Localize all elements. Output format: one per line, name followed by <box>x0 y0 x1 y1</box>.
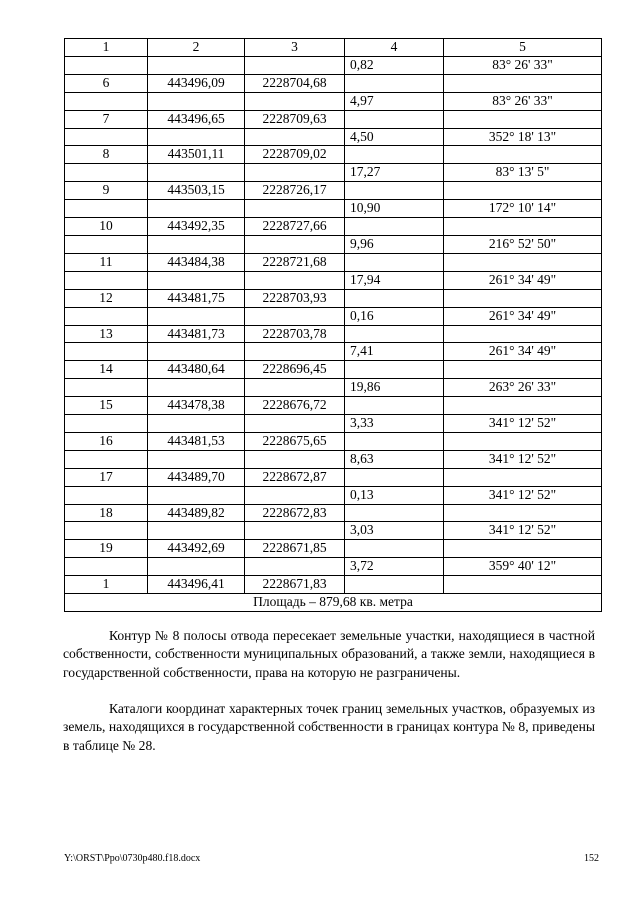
x-coordinate-cell: 443503,15 <box>148 182 245 200</box>
table-row <box>65 74 602 92</box>
point-number-cell: 14 <box>65 361 148 379</box>
point-number-cell: 18 <box>65 504 148 522</box>
distance-cell: 0,16 <box>345 307 444 325</box>
x-coordinate-cell <box>148 558 245 576</box>
table-row <box>65 540 602 558</box>
distance-cell <box>345 432 444 450</box>
point-number-cell: 12 <box>65 289 148 307</box>
y-coordinate-cell: 2228676,72 <box>245 397 345 415</box>
x-coordinate-cell <box>148 92 245 110</box>
x-coordinate-cell: 443501,11 <box>148 146 245 164</box>
direction-angle-cell <box>444 504 602 522</box>
direction-angle-cell <box>444 218 602 236</box>
distance-cell <box>345 289 444 307</box>
direction-angle-cell: 172° 10' 14" <box>444 200 602 218</box>
y-coordinate-cell: 2228704,68 <box>245 74 345 92</box>
distance-cell: 17,94 <box>345 271 444 289</box>
direction-angle-cell: 341° 12' 52" <box>444 450 602 468</box>
direction-angle-cell: 359° 40' 12" <box>444 558 602 576</box>
table-row <box>65 432 602 450</box>
direction-angle-cell: 261° 34' 49" <box>444 271 602 289</box>
x-coordinate-cell: 443496,65 <box>148 110 245 128</box>
direction-angle-cell <box>444 468 602 486</box>
distance-cell <box>345 325 444 343</box>
distance-cell: 7,41 <box>345 343 444 361</box>
distance-cell: 3,33 <box>345 415 444 433</box>
distance-cell <box>345 110 444 128</box>
table-row <box>65 576 602 594</box>
direction-angle-cell: 216° 52' 50" <box>444 235 602 253</box>
table-row <box>65 397 602 415</box>
direction-angle-cell <box>444 576 602 594</box>
y-coordinate-cell <box>245 415 345 433</box>
y-coordinate-cell <box>245 235 345 253</box>
distance-cell <box>345 468 444 486</box>
direction-angle-cell <box>444 289 602 307</box>
distance-cell: 0,13 <box>345 486 444 504</box>
direction-angle-cell: 261° 34' 49" <box>444 307 602 325</box>
table-row <box>65 361 602 379</box>
x-coordinate-cell <box>148 200 245 218</box>
y-coordinate-cell <box>245 307 345 325</box>
y-coordinate-cell <box>245 200 345 218</box>
distance-cell: 3,72 <box>345 558 444 576</box>
table-row <box>65 558 602 576</box>
paragraph-catalog-reference: Каталоги координат характерных точек границ земельных участков, образуемых из земель, находящихся в государственной собственности в границах контура № 8, приведены в таблице № 28. <box>63 701 595 753</box>
point-number-cell <box>65 415 148 433</box>
y-coordinate-cell <box>245 271 345 289</box>
x-coordinate-cell: 443489,70 <box>148 468 245 486</box>
point-number-cell <box>65 379 148 397</box>
y-coordinate-cell: 2228675,65 <box>245 432 345 450</box>
direction-angle-cell: 341° 12' 52" <box>444 522 602 540</box>
direction-angle-cell <box>444 110 602 128</box>
point-number-cell: 8 <box>65 146 148 164</box>
y-coordinate-cell <box>245 343 345 361</box>
header-cell: 1 <box>65 39 148 57</box>
y-coordinate-cell <box>245 379 345 397</box>
table-row <box>65 307 602 325</box>
distance-cell <box>345 182 444 200</box>
point-number-cell <box>65 558 148 576</box>
distance-cell <box>345 74 444 92</box>
x-coordinate-cell <box>148 164 245 182</box>
paragraph-contour-description: Контур № 8 полосы отвода пересекает земельные участки, находящиеся в частной собственности, собственности муниципальных образований, а также земли, находящиеся в государственной собственности, права на которую не разграничены. <box>63 628 595 680</box>
x-coordinate-cell: 443478,38 <box>148 397 245 415</box>
x-coordinate-cell <box>148 379 245 397</box>
distance-cell: 9,96 <box>345 235 444 253</box>
point-number-cell: 13 <box>65 325 148 343</box>
table-row <box>65 164 602 182</box>
x-coordinate-cell: 443492,69 <box>148 540 245 558</box>
table-row <box>65 504 602 522</box>
x-coordinate-cell <box>148 450 245 468</box>
distance-cell: 8,63 <box>345 450 444 468</box>
point-number-cell <box>65 450 148 468</box>
y-coordinate-cell: 2228703,93 <box>245 289 345 307</box>
distance-cell: 10,90 <box>345 200 444 218</box>
point-number-cell <box>65 486 148 504</box>
x-coordinate-cell: 443481,53 <box>148 432 245 450</box>
header-cell: 2 <box>148 39 245 57</box>
coordinates-table <box>64 38 602 612</box>
distance-cell <box>345 146 444 164</box>
table-row <box>65 182 602 200</box>
distance-cell <box>345 361 444 379</box>
y-coordinate-cell <box>245 92 345 110</box>
point-number-cell: 17 <box>65 468 148 486</box>
point-number-cell: 6 <box>65 74 148 92</box>
direction-angle-cell: 352° 18' 13" <box>444 128 602 146</box>
y-coordinate-cell: 2228671,85 <box>245 540 345 558</box>
distance-cell: 19,86 <box>345 379 444 397</box>
area-row <box>65 594 602 612</box>
table-row <box>65 128 602 146</box>
point-number-cell: 15 <box>65 397 148 415</box>
distance-cell <box>345 397 444 415</box>
point-number-cell: 11 <box>65 253 148 271</box>
distance-cell: 3,03 <box>345 522 444 540</box>
x-coordinate-cell <box>148 235 245 253</box>
table-row <box>65 92 602 110</box>
point-number-cell: 7 <box>65 110 148 128</box>
x-coordinate-cell <box>148 271 245 289</box>
direction-angle-cell: 83° 26' 33" <box>444 92 602 110</box>
point-number-cell <box>65 92 148 110</box>
y-coordinate-cell <box>245 56 345 74</box>
direction-angle-cell <box>444 74 602 92</box>
table-row <box>65 415 602 433</box>
table-row <box>65 218 602 236</box>
y-coordinate-cell <box>245 450 345 468</box>
point-number-cell: 16 <box>65 432 148 450</box>
table-row <box>65 56 602 74</box>
point-number-cell <box>65 307 148 325</box>
y-coordinate-cell: 2228726,17 <box>245 182 345 200</box>
direction-angle-cell <box>444 361 602 379</box>
distance-cell: 4,50 <box>345 128 444 146</box>
direction-angle-cell: 83° 13' 5" <box>444 164 602 182</box>
footer-file-path: Y:\ORST\Ppo\0730p480.f18.docx <box>64 853 201 864</box>
point-number-cell <box>65 56 148 74</box>
table-row <box>65 146 602 164</box>
area-total: Площадь – 879,68 кв. метра <box>65 594 602 612</box>
x-coordinate-cell <box>148 128 245 146</box>
distance-cell <box>345 576 444 594</box>
table-row <box>65 450 602 468</box>
x-coordinate-cell <box>148 307 245 325</box>
x-coordinate-cell <box>148 415 245 433</box>
direction-angle-cell: 261° 34' 49" <box>444 343 602 361</box>
point-number-cell: 10 <box>65 218 148 236</box>
table-row <box>65 522 602 540</box>
x-coordinate-cell <box>148 486 245 504</box>
table-row <box>65 468 602 486</box>
x-coordinate-cell: 443489,82 <box>148 504 245 522</box>
direction-angle-cell <box>444 397 602 415</box>
x-coordinate-cell: 443481,73 <box>148 325 245 343</box>
distance-cell: 4,97 <box>345 92 444 110</box>
point-number-cell <box>65 128 148 146</box>
table-row <box>65 253 602 271</box>
x-coordinate-cell: 443480,64 <box>148 361 245 379</box>
table-row <box>65 343 602 361</box>
y-coordinate-cell: 2228709,02 <box>245 146 345 164</box>
point-number-cell: 19 <box>65 540 148 558</box>
x-coordinate-cell: 443496,41 <box>148 576 245 594</box>
header-cell: 5 <box>444 39 602 57</box>
point-number-cell <box>65 343 148 361</box>
x-coordinate-cell <box>148 56 245 74</box>
table-row <box>65 289 602 307</box>
distance-cell <box>345 540 444 558</box>
table-row <box>65 200 602 218</box>
direction-angle-cell <box>444 325 602 343</box>
table-row <box>65 235 602 253</box>
direction-angle-cell <box>444 540 602 558</box>
direction-angle-cell: 83° 26' 33" <box>444 56 602 74</box>
y-coordinate-cell <box>245 522 345 540</box>
table-row <box>65 379 602 397</box>
x-coordinate-cell <box>148 343 245 361</box>
x-coordinate-cell: 443484,38 <box>148 253 245 271</box>
direction-angle-cell: 263° 26' 33" <box>444 379 602 397</box>
y-coordinate-cell <box>245 558 345 576</box>
direction-angle-cell <box>444 182 602 200</box>
distance-cell <box>345 253 444 271</box>
point-number-cell: 9 <box>65 182 148 200</box>
y-coordinate-cell <box>245 164 345 182</box>
distance-cell <box>345 218 444 236</box>
y-coordinate-cell <box>245 128 345 146</box>
y-coordinate-cell: 2228696,45 <box>245 361 345 379</box>
direction-angle-cell <box>444 253 602 271</box>
point-number-cell <box>65 522 148 540</box>
y-coordinate-cell: 2228727,66 <box>245 218 345 236</box>
distance-cell <box>345 504 444 522</box>
table-row <box>65 325 602 343</box>
direction-angle-cell: 341° 12' 52" <box>444 415 602 433</box>
x-coordinate-cell <box>148 522 245 540</box>
x-coordinate-cell: 443481,75 <box>148 289 245 307</box>
distance-cell: 17,27 <box>345 164 444 182</box>
y-coordinate-cell: 2228671,83 <box>245 576 345 594</box>
direction-angle-cell <box>444 146 602 164</box>
footer-page-number: 152 <box>584 853 599 864</box>
y-coordinate-cell <box>245 486 345 504</box>
y-coordinate-cell: 2228703,78 <box>245 325 345 343</box>
point-number-cell <box>65 271 148 289</box>
direction-angle-cell <box>444 432 602 450</box>
table-header-row <box>65 39 602 57</box>
header-cell: 3 <box>245 39 345 57</box>
y-coordinate-cell: 2228672,83 <box>245 504 345 522</box>
x-coordinate-cell: 443496,09 <box>148 74 245 92</box>
x-coordinate-cell: 443492,35 <box>148 218 245 236</box>
point-number-cell <box>65 164 148 182</box>
y-coordinate-cell: 2228721,68 <box>245 253 345 271</box>
header-cell: 4 <box>345 39 444 57</box>
table-row <box>65 110 602 128</box>
y-coordinate-cell: 2228709,63 <box>245 110 345 128</box>
direction-angle-cell: 341° 12' 52" <box>444 486 602 504</box>
point-number-cell <box>65 200 148 218</box>
point-number-cell <box>65 235 148 253</box>
distance-cell: 0,82 <box>345 56 444 74</box>
table-row <box>65 486 602 504</box>
table-row <box>65 271 602 289</box>
point-number-cell: 1 <box>65 576 148 594</box>
y-coordinate-cell: 2228672,87 <box>245 468 345 486</box>
